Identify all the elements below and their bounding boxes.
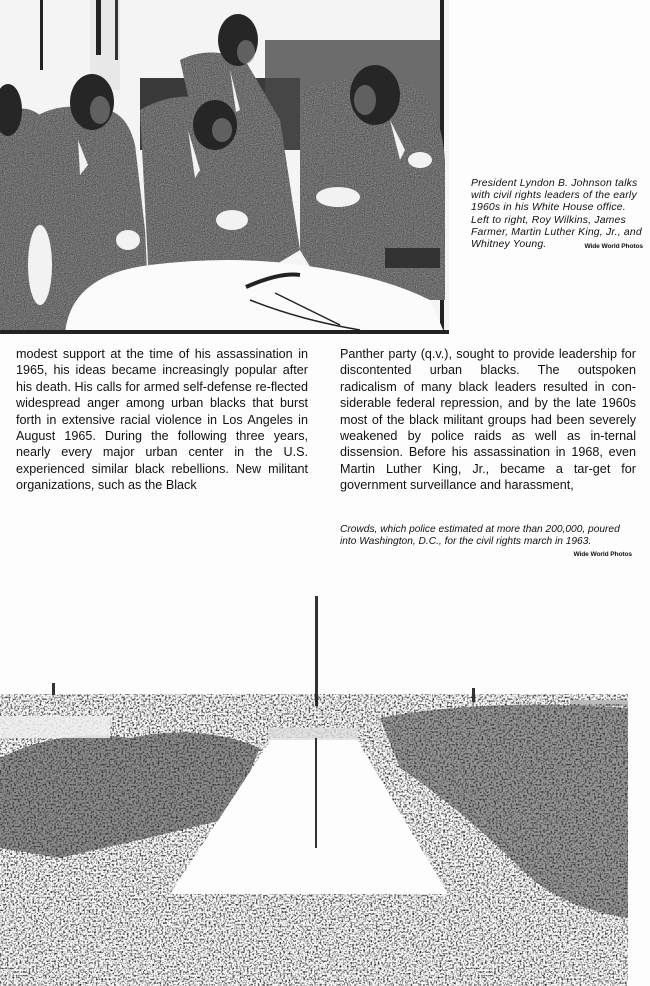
article-left-column	[16, 346, 308, 494]
march-on-washington-photo-graphic	[0, 588, 628, 986]
top-photo-caption	[471, 178, 643, 253]
top-photo-caption-text: President Lyndon B. Johnson talks with civil rights leaders of the early 1960s in his White House office. Left to right, Roy Wilkins, James Farmer, Martin Luther King, Jr., and Whitney Young.	[471, 178, 642, 251]
article-right-text: Panther party (q.v.), sought to provide leadership for discontented urban blacks. The outspoken radicalism of many black leaders resulted in con-siderable federal repression, and by the late 1960s most of the black militant groups had been severely weakened by police raids as well as in-ternal dissension. Before his assassination in 1968, even Martin Luther King, Jr., became a tar-get for government surveillance and harassment,	[340, 347, 636, 493]
article-left-text: modest support at the time of his assassination in 1965, his ideas became increasingly popular after his death. His calls for armed self-defense re-flected widespread anger among urban blacks that burst forth in extensive racial violence in Los Angeles in August 1965. During the following three years, nearly every major urban center in the U.S. experienced similar black rebellions. New militant organizations, such as the Black	[16, 347, 308, 493]
bottom-photo-credit: Wide World Photos	[573, 551, 632, 559]
johnson-meeting-photo	[0, 0, 449, 334]
bottom-photo-caption-text: Crowds, which police estimated at more than 200,000, poured into Washington, D.C., for the civil rights march in 1963.	[340, 524, 620, 547]
article-right-column	[340, 346, 636, 494]
march-on-washington-photo	[0, 588, 628, 986]
top-photo-credit: Wide World Photos	[584, 243, 643, 251]
johnson-meeting-photo-graphic	[0, 0, 449, 334]
bottom-photo-caption	[340, 524, 632, 561]
